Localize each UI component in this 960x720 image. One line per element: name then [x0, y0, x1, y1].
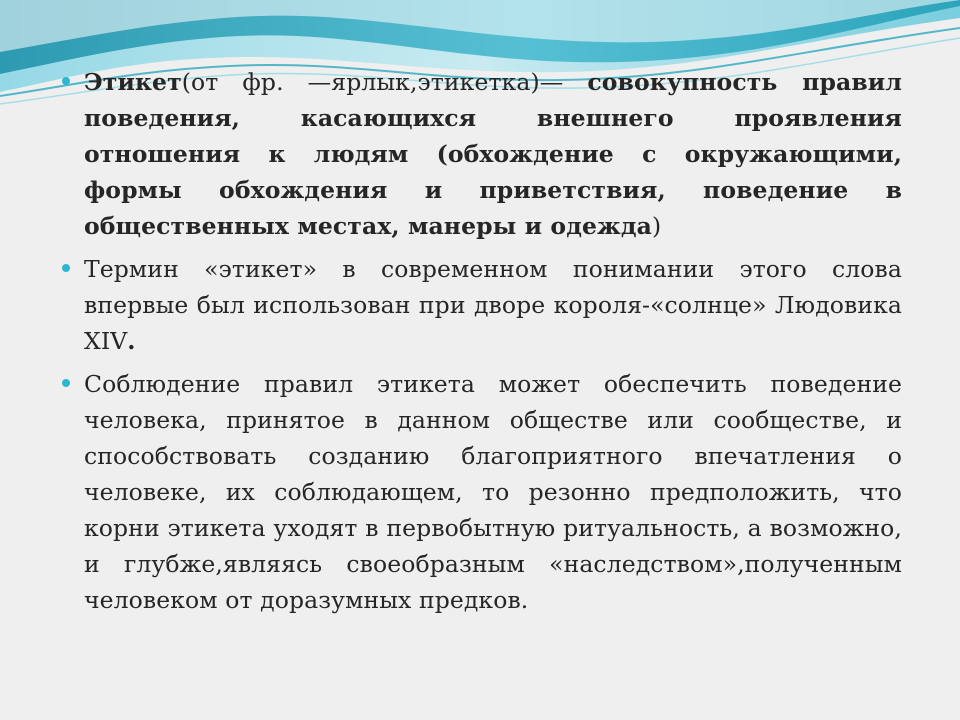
bullet-dot-icon [62, 264, 70, 272]
term: Этикет [84, 68, 182, 96]
history-period: . [127, 327, 136, 355]
bullet-list [62, 64, 902, 625]
bullet-dot-icon [62, 379, 70, 387]
bullet-item-etiquette-definition [62, 64, 902, 244]
bullet-dot-icon [62, 77, 70, 85]
term-origin: (от фр. —ярлык,этикетка)— [181, 68, 588, 96]
history-text: Термин «этикет» в современном понимании этого слова впервые был использован при дворе короля-«солнце» Людовика XIV [84, 255, 902, 355]
definition: совокупность правил поведения, касающихся внешнего проявления отношения к людям (обхождение с окружающими, формы обхождения и приветствия, поведение в общественных местах, манеры и одежда [84, 68, 902, 240]
bullet-item-term-history [62, 251, 902, 359]
origins-text: Соблюдение правил этикета может обеспечить поведение человека, принятое в данном обществе или сообществе, и способствовать созданию благоприятного впечатления о человеке, их соблюдающем, то резонно предположить, что корни этикета уходят в первобытную ритуальность, а возможно, и глубже,являясь своеобразным «наследством»,полученным человеком от доразумных предков. [84, 370, 902, 614]
bullet-item-etiquette-origins [62, 366, 902, 618]
closing-paren: ) [651, 212, 662, 240]
